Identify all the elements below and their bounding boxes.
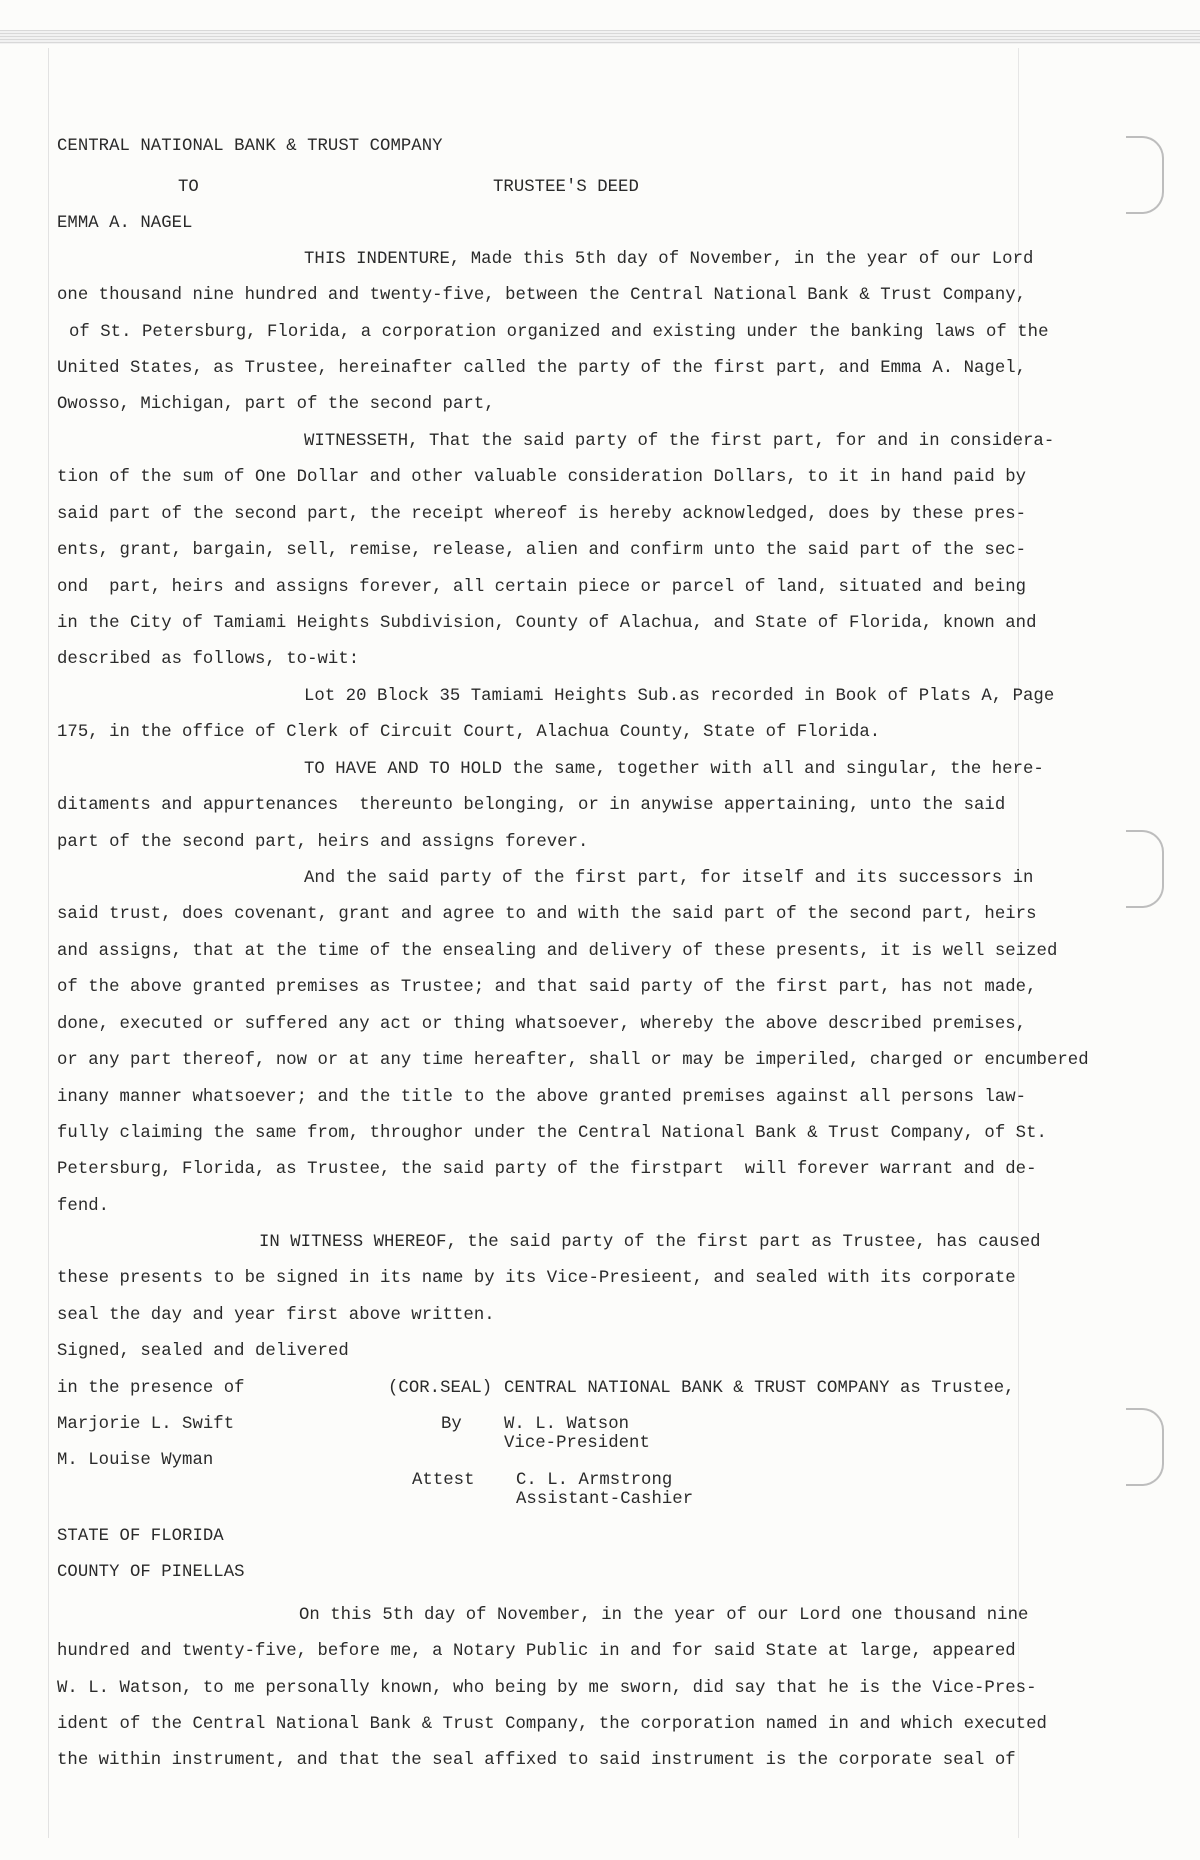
body-line: said part of the second part, the receipt whereof is hereby acknowledged, does by these pres- xyxy=(57,505,1027,524)
body-line: these presents to be signed in its name by its Vice-Presieent, and sealed with its corporate xyxy=(57,1269,1016,1288)
acknowledgment-line: hundred and twenty-five, before me, a Notary Public in and for said State at large, appeared xyxy=(57,1642,1016,1661)
acknowledgment-line: On this 5th day of November, in the year of our Lord one thousand nine xyxy=(299,1606,1029,1625)
presence-label: in the presence of xyxy=(57,1379,245,1398)
body-line: described as follows, to-wit: xyxy=(57,650,360,669)
body-line: fend. xyxy=(57,1197,110,1216)
body-line: in the City of Tamiami Heights Subdivision, County of Alachua, and State of Florida, known and xyxy=(57,614,1037,633)
grantee-name: EMMA A. NAGEL xyxy=(57,214,193,233)
body-line: ond part, heirs and assigns forever, all certain piece or parcel of land, situated and being xyxy=(57,578,1027,597)
body-line: TO HAVE AND TO HOLD the same, together with all and singular, the here- xyxy=(304,760,1044,779)
body-line: done, executed or suffered any act or thing whatsoever, whereby the above described premises, xyxy=(57,1015,1027,1034)
body-line: inany manner whatsoever; and the title to the above granted premises against all persons law- xyxy=(57,1088,1027,1107)
acknowledgment-line: ident of the Central National Bank & Trust Company, the corporation named in and which executed xyxy=(57,1715,1047,1734)
body-line: THIS INDENTURE, Made this 5th day of November, in the year of our Lord xyxy=(304,250,1034,269)
signer-title: Vice-President xyxy=(504,1434,650,1453)
body-line: and assigns, that at the time of the ensealing and delivery of these presents, it is well seized xyxy=(57,942,1058,961)
binder-hole-mark xyxy=(1126,136,1164,214)
witness-signature: Marjorie L. Swift xyxy=(57,1415,235,1434)
legal-description-line: Lot 20 Block 35 Tamiami Heights Sub.as recorded in Book of Plats A, Page xyxy=(304,687,1055,706)
venue-county: COUNTY OF PINELLAS xyxy=(57,1563,245,1582)
body-line: seal the day and year first above written. xyxy=(57,1306,495,1325)
body-line: part of the second part, heirs and assigns forever. xyxy=(57,833,589,852)
to-label: TO xyxy=(178,178,199,197)
body-line: IN WITNESS WHEREOF, the said party of the first part as Trustee, has caused xyxy=(259,1233,1041,1252)
body-line: And the said party of the first part, for itself and its successors in xyxy=(304,869,1034,888)
acknowledgment-line: W. L. Watson, to me personally known, who being by me sworn, did say that he is the Vice-Pres- xyxy=(57,1679,1037,1698)
body-line: fully claiming the same from, throughor under the Central National Bank & Trust Company, of St. xyxy=(57,1124,1047,1143)
body-line: of the above granted premises as Trustee; and that said party of the first part, has not made, xyxy=(57,978,1037,997)
signer-name: W. L. Watson xyxy=(504,1415,630,1434)
body-line: United States, as Trustee, hereinafter called the party of the first part, and Emma A. Nagel, xyxy=(57,359,1027,378)
corporate-seal: (COR.SEAL) xyxy=(388,1379,493,1398)
venue-state: STATE OF FLORIDA xyxy=(57,1527,224,1546)
witness-signature: M. Louise Wyman xyxy=(57,1451,214,1470)
body-line: ents, grant, bargain, sell, remise, release, alien and confirm unto the said part of the sec- xyxy=(57,541,1027,560)
attest-label: Attest xyxy=(412,1471,475,1490)
acknowledgment-line: the within instrument, and that the seal affixed to said instrument is the corporate seal of xyxy=(57,1751,1016,1770)
body-line: Petersburg, Florida, as Trustee, the said party of the firstpart will forever warrant and de- xyxy=(57,1160,1037,1179)
body-line: Owosso, Michigan, part of the second part, xyxy=(57,395,495,414)
body-line: Signed, sealed and delivered xyxy=(57,1342,349,1361)
body-line: ditaments and appurtenances thereunto belonging, or in anywise appertaining, unto the said xyxy=(57,796,1006,815)
grantor-name: CENTRAL NATIONAL BANK & TRUST COMPANY xyxy=(57,137,443,156)
body-line: of St. Petersburg, Florida, a corporation organized and existing under the banking laws of the xyxy=(69,323,1049,342)
body-line: said trust, does covenant, grant and agree to and with the said part of the second part, heirs xyxy=(57,905,1037,924)
body-line: tion of the sum of One Dollar and other valuable consideration Dollars, to it in hand paid by xyxy=(57,468,1027,487)
binder-hole-mark xyxy=(1126,830,1164,908)
company-as-trustee: CENTRAL NATIONAL BANK & TRUST COMPANY as Trustee, xyxy=(504,1379,1015,1398)
attest-title: Assistant-Cashier xyxy=(516,1490,694,1509)
left-margin-line xyxy=(48,48,49,1838)
body-line: or any part thereof, now or at any time hereafter, shall or may be imperiled, charged or encumbered xyxy=(57,1051,1089,1070)
body-line: WITNESSETH, That the said party of the first part, for and in considera- xyxy=(304,432,1055,451)
top-rule xyxy=(0,30,1200,44)
by-label: By xyxy=(441,1415,462,1434)
binder-hole-mark xyxy=(1126,1408,1164,1486)
legal-description-line: 175, in the office of Clerk of Circuit Court, Alachua County, State of Florida. xyxy=(57,723,881,742)
body-line: one thousand nine hundred and twenty-five, between the Central National Bank & Trust Company, xyxy=(57,286,1027,305)
attest-name: C. L. Armstrong xyxy=(516,1471,673,1490)
document-title: TRUSTEE'S DEED xyxy=(493,178,639,197)
